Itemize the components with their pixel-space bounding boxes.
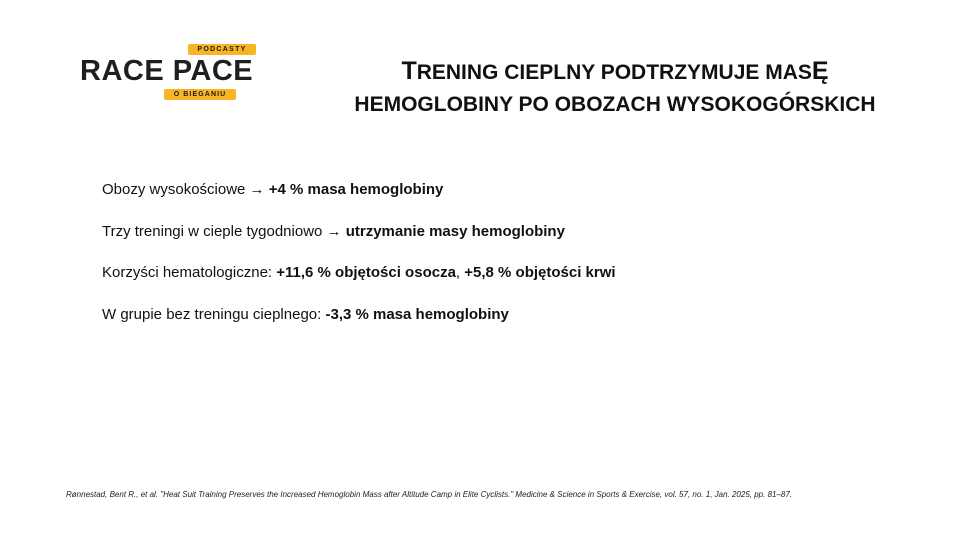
bullet-text: Trzy treningi w cieple tygodniowo → [102,222,346,240]
logo-wordmark: RACE PACE [80,55,254,87]
bullet-highlight-2: +5,8 % objętości krwi [464,264,616,281]
citation-footer: Rønnestad, Bent R., et al. "Heat Suit Training Preserves the Increased Hemoglobin Mass after Altitude Camp in Elite Cyclists." Medicine & Science in Sports & Exercise, vol. 57, no. 1, Jan. 2025, pp. 81–87. [66,490,793,499]
bullet-highlight: -3,3 % masa hemoglobiny [325,305,509,323]
logo-top-label: PODCASTY [188,44,256,55]
title-final-letter: Ę [811,57,829,85]
title-line-1-text: RENING CIEPLNY PODTRZYMUJE MAS [416,61,812,84]
bullet-highlight: utrzymanie masy hemoglobiny [345,222,565,240]
bullet-highlight: +4 % masa hemoglobiny [268,181,444,198]
title-line-1 [330,55,900,89]
logo-bottom-label: O BIEGANIU [164,89,236,100]
bullet-separator: , [455,264,465,281]
bullet-list [102,180,862,346]
race-pace-logo [80,42,260,102]
title-initial: T [401,57,417,85]
bullet-text: Obozy wysokościowe → [102,181,269,198]
title-line-2: HEMOGLOBINY PO OBOZACH WYSOKOGÓRSKICH [354,93,876,116]
bullet-item [102,180,862,200]
bullet-item [102,305,862,325]
bullet-item [102,222,862,242]
bullet-text: W grupie bez treningu cieplnego: [102,305,326,323]
bullet-highlight: +11,6 % objętości osocza [276,264,456,281]
slide-title [330,55,900,121]
bullet-item [102,263,862,283]
bullet-text: Korzyści hematologiczne: [102,264,277,281]
